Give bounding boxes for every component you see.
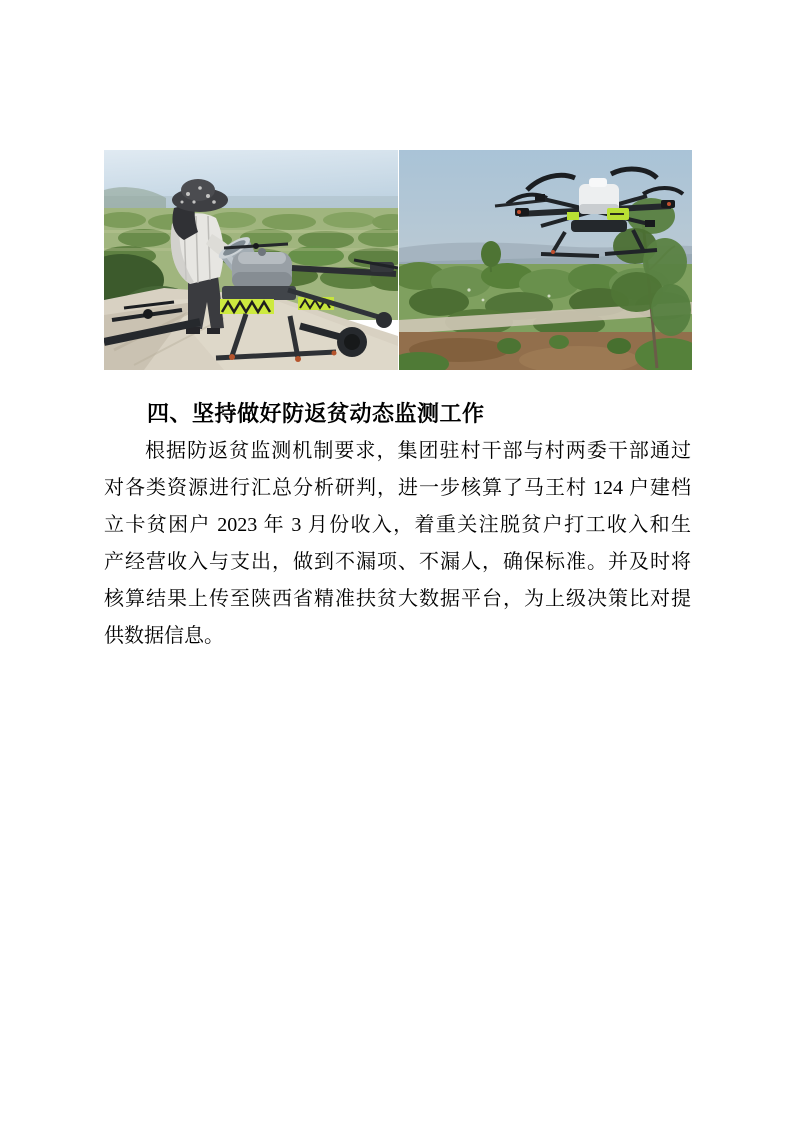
paragraph-line: 立卡贫困户 2023 年 3 月份收入，着重关注脱贫户打工收入和生	[104, 514, 691, 536]
paragraph-line: 供数据信息。	[104, 625, 224, 647]
soil-foreground	[399, 332, 692, 370]
paragraph-line: 根据防返贫监测机制要求，集团驻村干部与村两委干部通过	[145, 440, 691, 462]
hat-crown	[181, 179, 215, 201]
photo-drone-filling-art	[104, 150, 398, 370]
body-paragraph	[104, 433, 691, 655]
photo-drone-flying	[399, 150, 692, 370]
photo-drone-flying-art	[399, 150, 692, 370]
paragraph-line: 对各类资源进行汇总分析研判，进一步核算了马王村 124 户建档	[104, 477, 691, 499]
photo-drone-filling	[104, 150, 398, 370]
photo-row	[104, 150, 692, 370]
section-heading: 四、坚持做好防返贫动态监测工作	[147, 401, 485, 426]
paragraph-line: 产经营收入与支出，做到不漏项、不漏人，确保标准。并及时将	[104, 551, 691, 573]
paragraph-line: 核算结果上传至陕西省精准扶贫大数据平台，为上级决策比对提	[104, 588, 691, 610]
